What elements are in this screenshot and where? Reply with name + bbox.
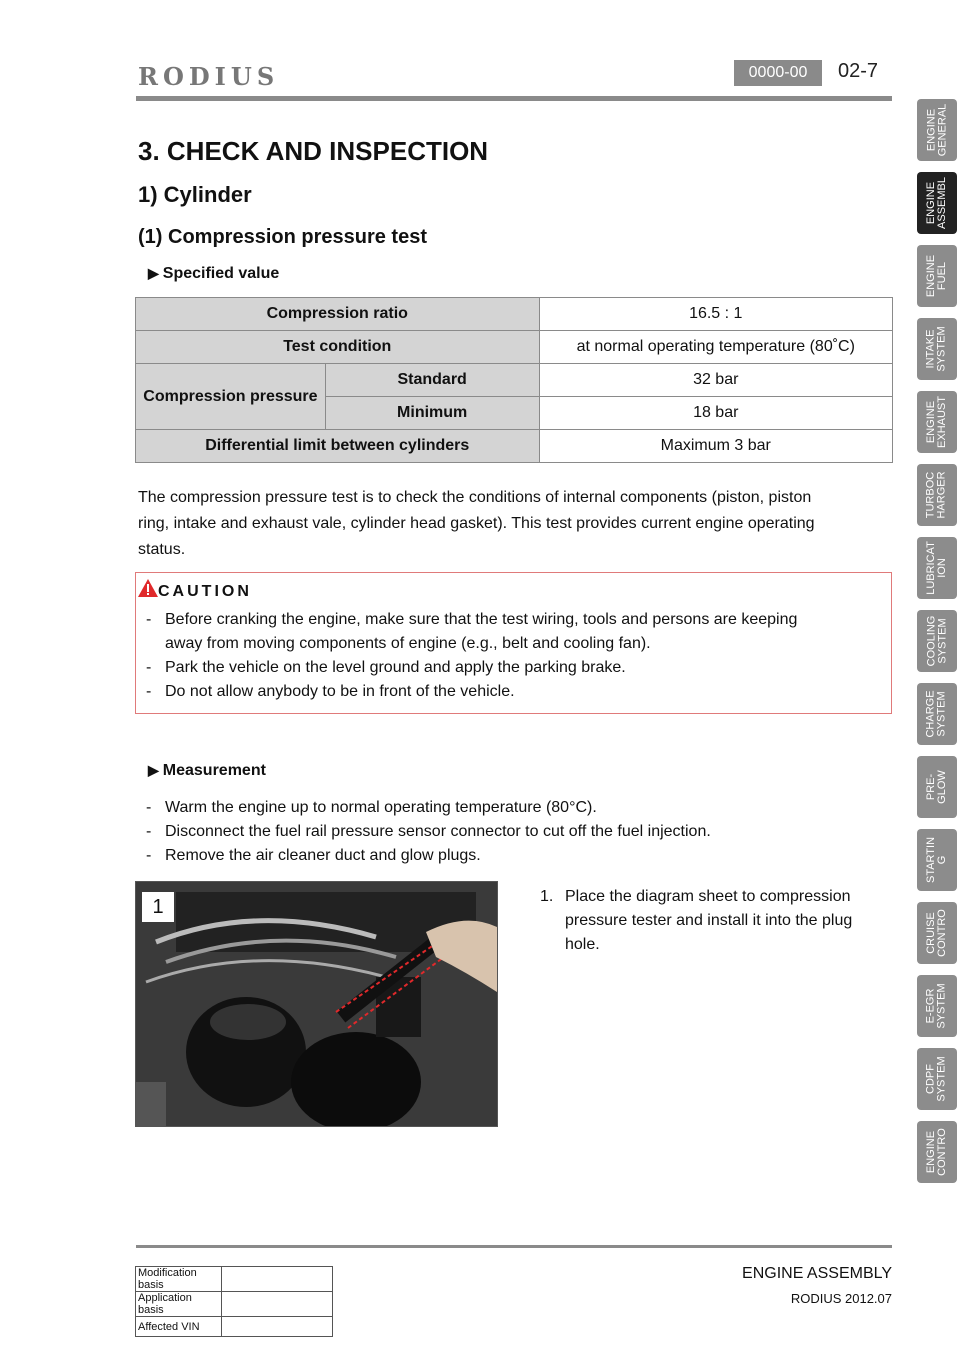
table-row (136, 298, 893, 331)
tab-cruise-control[interactable]: CRUISE CONTRO (917, 902, 957, 964)
list-item: - Warm the engine up to normal operating temperature (80°C). (146, 799, 597, 816)
caution-title: CAUTION (158, 583, 252, 600)
step-text: Place the diagram sheet to compression pressure tester and install it into the plug hole. (565, 888, 853, 953)
tab-pre-glow[interactable]: PRE- GLOW (917, 756, 957, 818)
tab-starting[interactable]: STARTIN G (917, 829, 957, 891)
spec-value: 32 bar (539, 364, 892, 397)
spec-label: Differential limit between cylinders (136, 430, 540, 463)
measurement-list (146, 796, 846, 868)
footer-subtitle: RODIUS 2012.07 (790, 1291, 892, 1306)
spec-value: 16.5 : 1 (539, 298, 892, 331)
spec-table (135, 297, 893, 463)
list-item: - Before cranking the engine, make sure that the test wiring, tools and persons are keeping away from moving components of engine (e.g., belt and cooling fan). (146, 611, 798, 652)
tab-cooling-system[interactable]: COOLING SYSTEM (917, 610, 957, 672)
spec-value: 18 bar (539, 397, 892, 430)
page-number: 02-7 (838, 60, 879, 82)
spec-label: Minimum (325, 397, 539, 430)
engine-illustration (136, 882, 497, 1126)
brand-logo: RODIUS (138, 62, 280, 91)
tab-intake-system[interactable]: INTAKE SYSTEM (917, 318, 957, 380)
revision-label: Modification basis (136, 1267, 222, 1292)
intro-paragraph: The compression pressure test is to check the conditions of internal components (piston, piston ring, intake and exhaust vale, cylinder head gasket). This test provides current engine operating status. (138, 489, 815, 558)
revision-value (222, 1317, 333, 1337)
topic-heading: (1) Compression pressure test (138, 226, 427, 248)
revision-value (222, 1292, 333, 1317)
footer-divider (136, 1245, 892, 1248)
tab-charge-system[interactable]: CHARGE SYSTEM (917, 683, 957, 745)
tab-lubrication[interactable]: LUBRICAT ION (917, 537, 957, 599)
list-item: - Remove the air cleaner duct and glow plugs. (146, 847, 481, 864)
spec-value: at normal operating temperature (80˚C) (539, 331, 892, 364)
section-heading: 3. CHECK AND INSPECTION (138, 136, 489, 166)
revision-value (222, 1267, 333, 1292)
tab-engine-control[interactable]: ENGINE CONTRO (917, 1121, 957, 1183)
triangle-bullet-icon: ▶ (148, 762, 159, 778)
caution-list (146, 608, 826, 704)
spec-group-label: Compression pressure (136, 364, 326, 430)
tab-cdpf-system[interactable]: CDPF SYSTEM (917, 1048, 957, 1110)
measurement-label: ▶ Measurement (148, 762, 266, 779)
specified-value-label: ▶ Specified value (148, 265, 280, 282)
tab-turbocharger[interactable]: TURBOC HARGER (917, 464, 957, 526)
table-row (136, 1317, 333, 1337)
triangle-bullet-icon: ▶ (148, 265, 159, 281)
subsection-heading: 1) Cylinder (138, 182, 252, 207)
procedure-step (540, 885, 860, 957)
section-code-badge: 0000-00 (734, 60, 822, 86)
photo-callout: 1 (142, 892, 174, 922)
engine-photo (135, 881, 498, 1127)
spec-label: Compression ratio (136, 298, 540, 331)
tab-engine-exhaust[interactable]: ENGINE EXHAUST (917, 391, 957, 453)
table-row (136, 364, 893, 397)
spec-label: Test condition (136, 331, 540, 364)
tab-engine-general[interactable]: ENGINE GENERAL (917, 99, 957, 161)
revision-label: Affected VIN (136, 1317, 222, 1337)
tab-e-egr-system[interactable]: E-EGR SYSTEM (917, 975, 957, 1037)
warning-triangle-icon (137, 578, 159, 598)
revision-table (135, 1266, 333, 1337)
table-row (136, 430, 893, 463)
table-row (136, 1267, 333, 1292)
list-item: - Park the vehicle on the level ground and apply the parking brake. (146, 659, 626, 676)
footer-title: ENGINE ASSEMBLY (742, 1265, 892, 1282)
tab-engine-assembly[interactable]: ENGINE ASSEMBL (917, 172, 957, 234)
tab-engine-fuel[interactable]: ENGINE FUEL (917, 245, 957, 307)
list-item: - Do not allow anybody to be in front of the vehicle. (146, 683, 515, 700)
table-row (136, 1292, 333, 1317)
spec-label: Standard (325, 364, 539, 397)
revision-label: Application basis (136, 1292, 222, 1317)
header-divider (136, 96, 892, 101)
spec-value: Maximum 3 bar (539, 430, 892, 463)
step-number: 1. (540, 888, 554, 905)
list-item: - Disconnect the fuel rail pressure sensor connector to cut off the fuel injection. (146, 823, 711, 840)
table-row (136, 331, 893, 364)
